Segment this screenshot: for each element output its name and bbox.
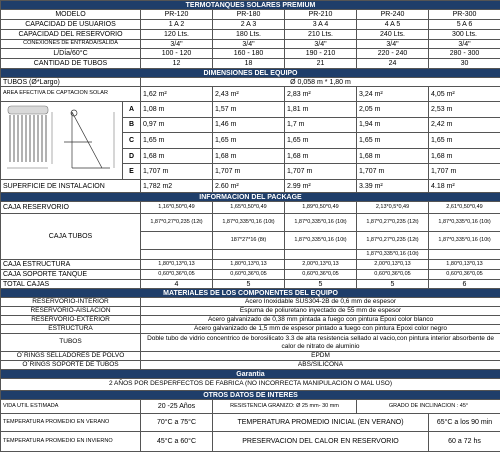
cell: 187*27*16 (8t) (213, 232, 285, 250)
cell: 3 A 4 (285, 20, 357, 30)
cell: 1,707 m (141, 164, 213, 180)
row-label: CAJA SOPORTE TANQUE (1, 270, 141, 280)
row-label: TEMPERATURA PROMEDIO EN VERANO (1, 414, 141, 432)
row-dim-a (1, 102, 500, 118)
cell: 1,65 m (141, 133, 213, 149)
row-label: O´RINGS SELLADORES DE POLVO (1, 352, 141, 361)
cell: 2,00*0,13*0,13 (285, 260, 357, 270)
cell: 20 -25 Años (141, 400, 213, 414)
row-label: CAJA RESERVORIO (1, 202, 141, 214)
dim-letter-e: E (123, 164, 141, 180)
cell: 1,87*0,335*0,16 (10t) (213, 214, 285, 232)
cell: 1,87*0,27*0,235 (12t) (357, 214, 429, 232)
cell: Doble tubo de vidrio concentrico de borosilicato 3.3 de alta resistencia sellado al vacio,con pintura interior absorbente de calor de nitrato de aluminio (141, 334, 500, 352)
cell: 12 (141, 59, 213, 69)
cell: PR-180 (213, 10, 285, 20)
cell: 3/4" (429, 40, 500, 49)
row-label: VIDA UTIL ESTIMADA (1, 400, 141, 414)
row-label: TEMPERATURA PROMEDIO EN INVIERNO (1, 432, 141, 452)
cell: 5 A 6 (429, 20, 500, 30)
section-title-package: INFORMACION DEL PACKAGE (1, 193, 500, 202)
row-caja-tubos-1 (1, 214, 500, 232)
cell: 3.39 m² (357, 180, 429, 193)
cell: 1,68 m (285, 148, 357, 164)
cell: 2,43 m² (213, 87, 285, 102)
cell: 1,68 m (141, 148, 213, 164)
cell: PR-300 (429, 10, 500, 20)
row-label: CAPACIDAD DE USUARIOS (1, 20, 141, 30)
cell: 120 Lts. (141, 30, 213, 40)
cell: 1 A 2 (141, 20, 213, 30)
row-mat-tubos (1, 334, 500, 352)
row-label: L/Día/60°C (1, 49, 141, 59)
row-label: RESERVORIO-INTERIOR (1, 298, 141, 307)
row-label: CAPACIDAD DEL RESERVORIO (1, 30, 141, 40)
cell: Acero Inoxidable SUS304-2B de 0,6 mm de espesor (141, 298, 500, 307)
row-label: TOTAL CAJAS (1, 280, 141, 289)
cell: 1,62 m² (141, 87, 213, 102)
row-tubos-dim (1, 78, 500, 87)
cell: 2,53 m (429, 102, 500, 118)
cell: Espuma de poliuretano inyectado de 55 mm de espesor (141, 307, 500, 316)
dim-letter-c: C (123, 133, 141, 149)
row-temp-verano (1, 414, 500, 432)
row-litros-dia (1, 49, 500, 59)
row-cantidad-tubos (1, 59, 500, 69)
cell: ABS/SILICONA (141, 361, 500, 370)
cell: 2,00*0,13*0,13 (357, 260, 429, 270)
section-title-garantia: Garantia (1, 370, 500, 379)
row-label: CAJA TUBOS (1, 214, 141, 260)
cell: 1,80*0,13*0,13 (429, 260, 500, 270)
row-area-efectiva (1, 87, 500, 102)
row-label: TUBOS (1, 334, 141, 352)
cell: 4 A 5 (357, 20, 429, 30)
cell: TEMPERATURA PROMEDIO INICIAL (EN VERANO) (213, 414, 429, 432)
cell: RESISTENCIA GRANIZO: Ø 25 mm- 30 mm (213, 400, 357, 414)
cell: 70°C a 75°C (141, 414, 213, 432)
cell: 1,87*0,27*0,235 (12t) (141, 214, 213, 232)
cell: PRESERVACION DEL CALOR EN RESERVORIO (213, 432, 429, 452)
cell: 1,80*0,13*0,13 (141, 260, 213, 270)
row-mat-exterior (1, 316, 500, 325)
cell: 300 Lts. (429, 30, 500, 40)
cell: 280 - 300 (429, 49, 500, 59)
cell: 1,89*0,50*0,49 (285, 202, 357, 214)
cell: 3,24 m² (357, 87, 429, 102)
cell: 100 - 120 (141, 49, 213, 59)
cell: 1,87*0,27*0,235 (12t) (357, 232, 429, 250)
row-garantia (1, 379, 500, 391)
row-modelo (1, 10, 500, 20)
section-title-materiales: MATERIALES DE LOS COMPONENTES DEL EQUIPO (1, 289, 500, 298)
cell: 2,83 m² (285, 87, 357, 102)
row-total-cajas (1, 280, 500, 289)
cell: 2,05 m (357, 102, 429, 118)
cell: 220 - 240 (357, 49, 429, 59)
cell: 210 Lts. (285, 30, 357, 40)
cell: 2,13*0,5*0,49 (357, 202, 429, 214)
row-label: CANTIDAD DE TUBOS (1, 59, 141, 69)
cell: 5 (357, 280, 429, 289)
cell: 1,707 m (429, 164, 500, 180)
dim-letter-b: B (123, 117, 141, 133)
cell: PR-210 (285, 10, 357, 20)
cell-empty (141, 232, 213, 250)
cell: PR-240 (357, 10, 429, 20)
cell: 1,08 m (141, 102, 213, 118)
cell: 1,65 m (213, 133, 285, 149)
garantia-text: 2 AÑOS POR DESPERFECTOS DE FABRICA (NO INCORRECTA MANIPULACION O MAL USO) (1, 379, 500, 391)
cell: Acero galvanizado de 1,5 mm de espesor pintado a fuego con pintura Epoxi color negro (141, 325, 500, 334)
cell: 1,87*0,335*0,16 (10t) (429, 232, 500, 250)
cell: 3/4" (285, 40, 357, 49)
row-mat-interior (1, 298, 500, 307)
row-label: MODELO (1, 10, 141, 20)
row-label: TUBOS (Ø*Largo) (1, 78, 141, 87)
tank-shape (8, 106, 48, 114)
cell: EPDM (141, 352, 500, 361)
cell: 65°C a los 90 min (429, 414, 500, 432)
row-capacidad-usuarios (1, 20, 500, 30)
row-vida-util (1, 400, 500, 414)
cell: 2,42 m (429, 117, 500, 133)
cell: 4.18 m² (429, 180, 500, 193)
cell: 180 Lts. (213, 30, 285, 40)
cell: 1,68 m (429, 148, 500, 164)
cell: 1,7 m (285, 117, 357, 133)
row-label: CAJA ESTRUCTURA (1, 260, 141, 270)
row-superficie (1, 180, 500, 193)
cell: 4,05 m² (429, 87, 500, 102)
cell: 2 A 3 (213, 20, 285, 30)
row-caja-estructura (1, 260, 500, 270)
cell: 1,707 m (213, 164, 285, 180)
cell: 4 (141, 280, 213, 289)
cell-empty (429, 250, 500, 260)
cell: 3/4" (141, 40, 213, 49)
cell: 1,782 m2 (141, 180, 213, 193)
row-caja-reservorio (1, 202, 500, 214)
cell: 1,87*0,335*0,16 (10t) (285, 232, 357, 250)
row-caja-soporte (1, 270, 500, 280)
cell: 1,81 m (285, 102, 357, 118)
cell-empty (141, 250, 213, 260)
row-label: AREA EFECTIVA DE CAPTACION SOLAR (1, 87, 141, 102)
row-conexiones (1, 40, 500, 49)
dim-letter-d: D (123, 148, 141, 164)
row-mat-orings-soporte (1, 361, 500, 370)
cell: PR-120 (141, 10, 213, 20)
cell: 1,68 m (213, 148, 285, 164)
section-title-dimensiones: DIMENSIONES DEL EQUIPO (1, 69, 500, 78)
cell: 1,46 m (213, 117, 285, 133)
cell: 2.60 m² (213, 180, 285, 193)
cell: 2.99 m² (285, 180, 357, 193)
cell: Ø 0,058 m * 1,80 m (141, 78, 500, 87)
cell: 1,65 m (357, 133, 429, 149)
cell: 1,65*0,50*0,49 (213, 202, 285, 214)
row-label: SUPERFICIE DE INSTALACION (1, 180, 141, 193)
cell: 0,60*0,36*0,05 (285, 270, 357, 280)
row-label: CONEXIONES DE ENTRADA/SALIDA (1, 40, 141, 49)
row-mat-aislacion (1, 307, 500, 316)
row-label: ESTRUCTURA (1, 325, 141, 334)
cell-empty (213, 250, 285, 260)
cell: 1,94 m (357, 117, 429, 133)
cell: 5 (213, 280, 285, 289)
diagram-cell (1, 102, 123, 180)
cell: 1,87*0,335*0,16 (10t) (357, 250, 429, 260)
cell: 24 (357, 59, 429, 69)
cell: 3/4" (213, 40, 285, 49)
cell: 5 (285, 280, 357, 289)
cell: 6 (429, 280, 500, 289)
cell: Acero galvanizado de 0,38 mm pintada a fuego con pintura Epoxi color blanco (141, 316, 500, 325)
cell: 1,16*0,50*0,49 (141, 202, 213, 214)
cell: 0,60*0,36*0,05 (429, 270, 500, 280)
cell: 1,707 m (285, 164, 357, 180)
cell: 0,60*0,36*0,05 (357, 270, 429, 280)
cell: 1,707 m (357, 164, 429, 180)
cell: GRADO DE INCLINACION : 45° (357, 400, 500, 414)
cell: 18 (213, 59, 285, 69)
row-temp-invierno (1, 432, 500, 452)
row-label: O´RINGS SOPORTE DE TUBOS (1, 361, 141, 370)
cell: 2,61*0,50*0,49 (429, 202, 500, 214)
row-mat-estructura (1, 325, 500, 334)
dim-letter-a: A (123, 102, 141, 118)
row-label: RESERVORIO-AISLACION (1, 307, 141, 316)
cell: 21 (285, 59, 357, 69)
cell: 190 - 210 (285, 49, 357, 59)
cell: 1,80*0,13*0,13 (213, 260, 285, 270)
cell: 1,68 m (357, 148, 429, 164)
row-mat-orings-polvo (1, 352, 500, 361)
section-title-otros: OTROS DATOS DE INTERES (1, 391, 500, 400)
cell: 1,87*0,335*0,16 (10t) (429, 214, 500, 232)
row-capacidad-reservorio (1, 30, 500, 40)
cell: 3/4" (357, 40, 429, 49)
cell: 0,60*0,36*0,05 (141, 270, 213, 280)
cell: 1,57 m (213, 102, 285, 118)
cell: 30 (429, 59, 500, 69)
cell: 45°C a 60°C (141, 432, 213, 452)
cell-empty (285, 250, 357, 260)
cell: 0,97 m (141, 117, 213, 133)
row-label: RESERVORIO-EXTERIOR (1, 316, 141, 325)
cell: 0,60*0,36*0,05 (213, 270, 285, 280)
cell: 60 a 72 hs (429, 432, 500, 452)
cell: 240 Lts. (357, 30, 429, 40)
cell: 1,65 m (285, 133, 357, 149)
cell: 1,87*0,335*0,16 (10t) (285, 214, 357, 232)
cell: 1,65 m (429, 133, 500, 149)
solar-heater-diagram (2, 102, 122, 177)
section-title-premium: TERMOTANQUES SOLARES PREMIUM (1, 1, 500, 10)
cell: 160 - 180 (213, 49, 285, 59)
